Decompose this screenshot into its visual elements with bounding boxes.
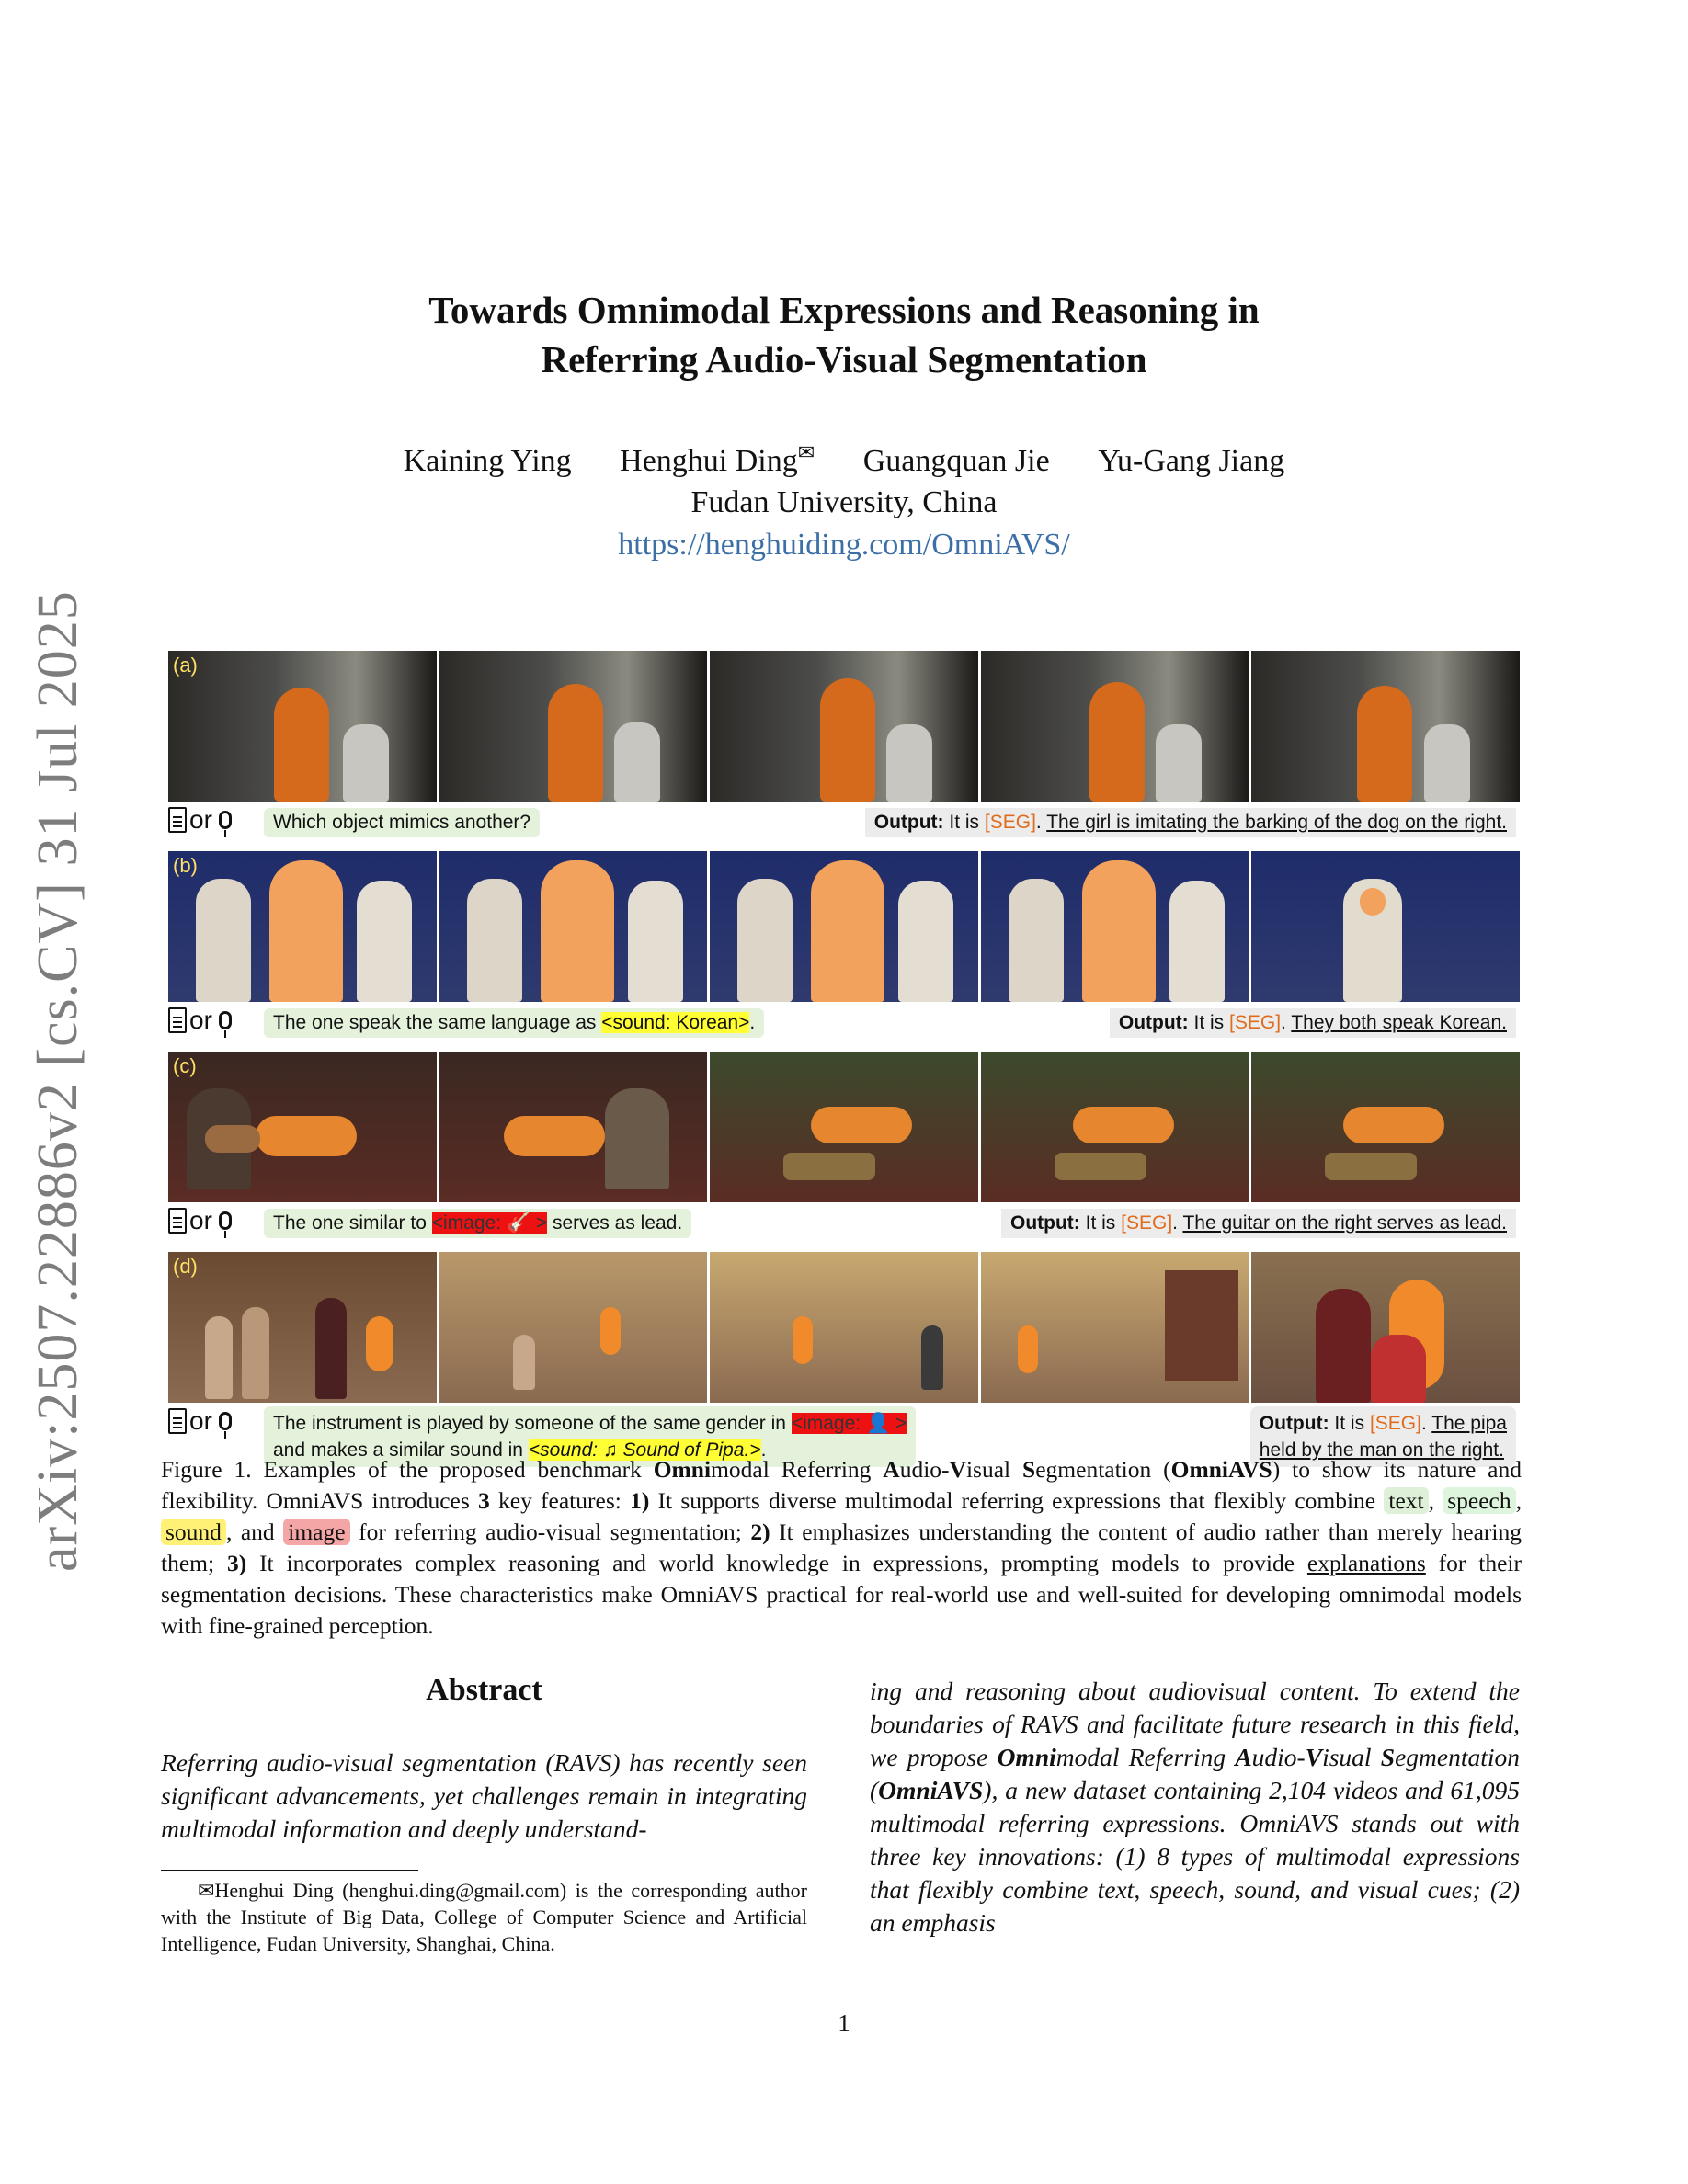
frame-a4 — [981, 651, 1249, 802]
frame-d1: (d) — [168, 1252, 437, 1403]
title-line-1: Towards Omnimodal Expressions and Reasoning in — [428, 289, 1260, 331]
query-expression: The one speak the same language as <sound: Korean>. — [264, 1008, 764, 1038]
document-icon — [168, 1208, 187, 1234]
frame-a1 — [168, 651, 437, 802]
frame-a2 — [439, 651, 708, 802]
sound-token: <sound: ♫ Sound of Pipa.> — [528, 1439, 761, 1461]
row-c-expression: or The one similar to <image: 🎸 > serves as lead. Output: It is [SEG]. The guitar on the right serves as lead. — [168, 1204, 1520, 1248]
abstract-heading: Abstract — [426, 1673, 542, 1707]
author-1: Kaining Ying — [403, 444, 572, 479]
frame-b3 — [710, 851, 978, 1002]
abstract-text-left: Referring audio-visual segmentation (RAVS) has recently seen significant advancements, yet challenges remain in integrating multimodal information and deeply understand- — [161, 1748, 807, 1843]
microphone-icon — [219, 1211, 232, 1230]
explanation-text: The girl is imitating the barking of the dog on the right. — [1046, 812, 1507, 833]
image-token: <image: 👤 > — [791, 1413, 907, 1434]
highlight-speech: speech — [1443, 1487, 1515, 1514]
sound-token: <sound: Korean> — [601, 1012, 750, 1033]
frame-c4 — [981, 1052, 1249, 1202]
frame-d4 — [981, 1252, 1249, 1403]
arxiv-identifier: arXiv:2507.22886v2 [cs.CV] 31 Jul 2025 — [27, 590, 89, 1572]
title-line-2: Referring Audio-Visual Segmentation — [541, 338, 1147, 381]
row-b-frames — [168, 851, 1520, 1002]
row-a-expression: or Which object mimics another? Output: It is [SEG]. The girl is imitating the barking of the dog on the right. — [168, 803, 1520, 847]
highlight-text: text — [1384, 1487, 1428, 1514]
paper-title — [0, 285, 1688, 384]
author-list — [0, 441, 1688, 479]
footnote-rule — [161, 1870, 418, 1871]
row-a-frames — [168, 651, 1520, 802]
model-output: Output: It is [SEG]. They both speak Korean. — [1110, 1008, 1516, 1038]
microphone-icon — [219, 1011, 232, 1029]
query-expression: Which object mimics another? — [264, 808, 540, 837]
query-expression: The instrument is played by someone of the same gender in <image: 👤 > and makes a similar sound in <sound: ♫ Sound of Pipa.>. — [264, 1406, 916, 1467]
document-icon — [168, 807, 187, 833]
explanation-text: The guitar on the right serves as lead. — [1182, 1212, 1507, 1234]
footnote: ✉Henghui Ding (henghui.ding@gmail.com) is the corresponding author with the Institute of Big Data, College of Computer Science and Artificial Intelligence, Fudan University, Shanghai, China. — [161, 1879, 807, 1955]
row-d-expression: or The instrument is played by someone of the same gender in <image: 👤 > and makes a similar sound in <sound: ♫ Sound of Pipa.>. Output: It is [SEG]. The pipa held by the man on the right. — [168, 1405, 1520, 1469]
affiliation: Fudan University, China — [690, 485, 998, 519]
frame-b5 — [1251, 851, 1520, 1002]
abstract-text-right: ing and reasoning about audiovisual content. To extend the boundaries of RAVS and facilitate future research in this field, we propose Omnimodal Referring Audio-Visual Segmentation (OmniAVS), a new dataset containing 2,104 videos and 61,095 multimodal referring expressions. OmniAVS stands out with three key innovations: (1) 8 types of multimodal expressions that flexibly combine text, speech, sound, and visual cues; (2) an emphasis — [870, 1677, 1521, 1937]
frame-c2 — [439, 1052, 708, 1202]
figure-1 — [168, 651, 1520, 1473]
highlight-sound: sound — [161, 1519, 226, 1545]
envelope-icon: ✉ — [198, 1879, 215, 1902]
author-2: Henghui Ding✉ — [620, 441, 815, 479]
query-expression: The one similar to <image: 🎸 > serves as lead. — [264, 1209, 691, 1238]
frame-b2 — [439, 851, 708, 1002]
frame-d2 — [439, 1252, 708, 1403]
frame-d3 — [710, 1252, 978, 1403]
project-link[interactable]: https://henghuiding.com/OmniAVS/ — [618, 528, 1070, 562]
explanation-text: They both speak Korean. — [1291, 1012, 1507, 1033]
microphone-icon — [219, 811, 232, 829]
author-3: Guangquan Jie — [862, 444, 1050, 479]
row-d-frames — [168, 1252, 1520, 1403]
microphone-icon — [219, 1412, 232, 1430]
highlight-image: image — [283, 1519, 349, 1545]
frame-c3 — [710, 1052, 978, 1202]
model-output: Output: It is [SEG]. The girl is imitating the barking of the dog on the right. — [865, 808, 1516, 837]
model-output: Output: It is [SEG]. The pipa held by the man on the right. — [1250, 1406, 1516, 1467]
envelope-icon: ✉ — [797, 441, 815, 464]
frame-a5 — [1251, 651, 1520, 802]
figure-caption: Figure 1. Examples of the proposed benchmark Omnimodal Referring Audio-Visual Segmentation (OmniAVS) to show its nature and flexibility. OmniAVS introduces 3 key features: 1) It supports diverse multimodal referring expressions that flexibly combine text , speech , sound , and image for referring audio-visual segmentation; 2) It emphasizes understanding the content of audio rather than merely hearing them; 3) It incorporates complex reasoning and world knowledge in expressions, prompting models to provide explanations for their segmentation decisions. These characteristics make OmniAVS practical for real-world use and well-suited for developing omnimodal models with fine-grained perception. — [161, 1456, 1523, 1639]
row-label: (a) — [173, 654, 198, 677]
document-icon — [168, 1007, 187, 1033]
author-4: Yu-Gang Jiang — [1098, 444, 1285, 479]
image-token: <image: 🎸 > — [431, 1212, 548, 1234]
row-b-expression: or The one speak the same language as <sound: Korean>. Output: It is [SEG]. They both speak Korean. — [168, 1004, 1520, 1048]
frame-c1: (c) — [168, 1052, 437, 1202]
page-number: 1 — [838, 2009, 850, 2037]
frame-b4 — [981, 851, 1249, 1002]
frame-d5 — [1251, 1252, 1520, 1403]
row-c-frames — [168, 1052, 1520, 1202]
explanation-text: held by the man on the right. — [1259, 1439, 1504, 1461]
frame-c5 — [1251, 1052, 1520, 1202]
frame-a3 — [710, 651, 978, 802]
frame-b1: (b) — [168, 851, 437, 1002]
document-icon — [168, 1408, 187, 1434]
model-output: Output: It is [SEG]. The guitar on the right serves as lead. — [1001, 1209, 1516, 1238]
